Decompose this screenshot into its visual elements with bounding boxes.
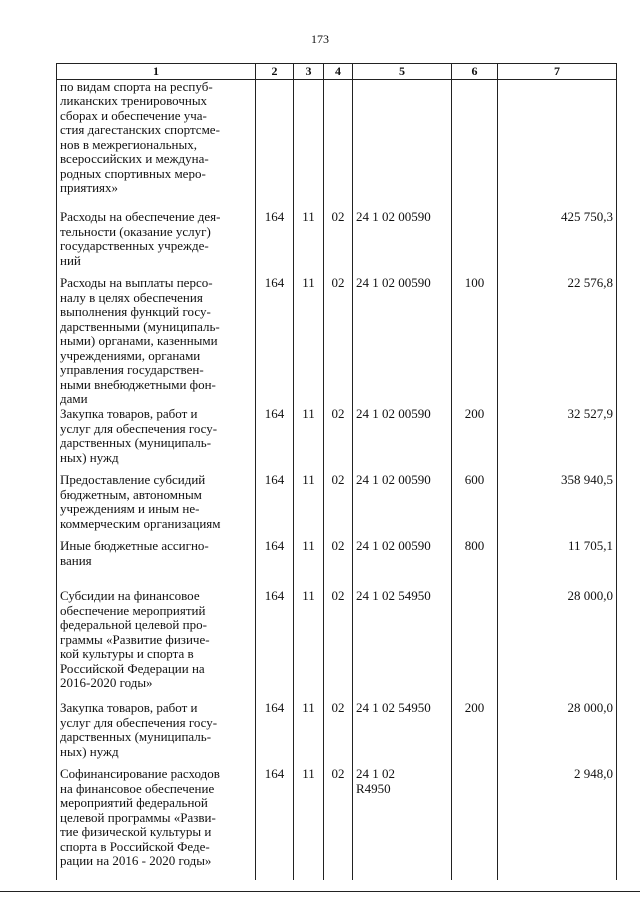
table-row: [57, 539, 617, 589]
row-subsection-cell: 02: [324, 210, 353, 276]
row-grbs-cell: 164: [256, 210, 294, 276]
row-grbs-cell: 164: [256, 701, 294, 767]
row-subsection-cell: 02: [324, 407, 353, 473]
row-grbs-cell: 164: [256, 276, 294, 407]
row-subsection-cell: 02: [324, 473, 353, 539]
row-target-article-cell: 24 1 02 00590: [353, 473, 452, 539]
row-amount-cell: 28 000,0: [498, 701, 617, 767]
row-expense-type-cell: 800: [452, 539, 498, 589]
row-expense-type-cell: [452, 79, 498, 210]
table-row: [57, 767, 617, 880]
table-row: [57, 210, 617, 276]
row-section-cell: 11: [294, 539, 324, 589]
row-amount-cell: 358 940,5: [498, 473, 617, 539]
row-name-cell: Иные бюджетные ассигно- вания: [57, 539, 256, 589]
column-header-subsection: 4: [324, 64, 353, 80]
column-header-expense-type: 6: [452, 64, 498, 80]
row-name-cell: Расходы на выплаты персо- налу в целях обеспечения выполнения функций госу- дарственными (муниципаль- ными) органами, казенными учреждениями, органами управления государствен- ными внебюджетными фон- дами: [57, 276, 256, 407]
row-amount-cell: 22 576,8: [498, 276, 617, 407]
row-section-cell: 11: [294, 589, 324, 701]
row-subsection-cell: 02: [324, 589, 353, 701]
row-expense-type-cell: [452, 767, 498, 880]
row-section-cell: 11: [294, 276, 324, 407]
row-name-cell: Расходы на обеспечение дея- тельности (оказание услуг) государственных учрежде- ний: [57, 210, 256, 276]
row-expense-type-cell: 100: [452, 276, 498, 407]
row-target-article-cell: 24 1 02 00590: [353, 407, 452, 473]
row-grbs-cell: 164: [256, 589, 294, 701]
row-target-article-cell: 24 1 02 00590: [353, 539, 452, 589]
row-grbs-cell: 164: [256, 407, 294, 473]
row-section-cell: 11: [294, 767, 324, 880]
row-name-cell: Закупка товаров, работ и услуг для обеспечения госу- дарственных (муниципаль- ных) нужд: [57, 701, 256, 767]
table-row: [57, 701, 617, 767]
row-target-article-cell: [353, 79, 452, 210]
column-header-grbs: 2: [256, 64, 294, 80]
table-row: [57, 79, 617, 210]
row-expense-type-cell: [452, 589, 498, 701]
row-target-article-cell: 24 1 02 00590: [353, 210, 452, 276]
row-name-cell: Закупка товаров, работ и услуг для обеспечения госу- дарственных (муниципаль- ных) нужд: [57, 407, 256, 473]
row-section-cell: 11: [294, 701, 324, 767]
row-expense-type-cell: 200: [452, 407, 498, 473]
row-section-cell: 11: [294, 407, 324, 473]
row-amount-cell: 11 705,1: [498, 539, 617, 589]
column-header-section: 3: [294, 64, 324, 80]
row-expense-type-cell: 600: [452, 473, 498, 539]
budget-table: [56, 63, 617, 880]
table-row: [57, 473, 617, 539]
bottom-rule: [0, 891, 640, 892]
row-subsection-cell: 02: [324, 701, 353, 767]
row-subsection-cell: 02: [324, 767, 353, 880]
row-grbs-cell: 164: [256, 767, 294, 880]
table-header-row: [57, 64, 617, 80]
row-subsection-cell: [324, 79, 353, 210]
column-header-amount: 7: [498, 64, 617, 80]
row-grbs-cell: 164: [256, 539, 294, 589]
row-amount-cell: 28 000,0: [498, 589, 617, 701]
page-number: 173: [311, 32, 329, 46]
table-row: [57, 276, 617, 407]
row-subsection-cell: 02: [324, 539, 353, 589]
row-expense-type-cell: [452, 210, 498, 276]
table-row: [57, 589, 617, 701]
row-target-article-cell: 24 1 02 54950: [353, 701, 452, 767]
row-name-cell: по видам спорта на респуб- ликанских тренировочных сборах и обеспечение уча- стия дагестанских спортсме- нов в межрегиональных, всероссийских и междуна- родных спортивных меро- приятиях»: [57, 79, 256, 210]
row-expense-type-cell: 200: [452, 701, 498, 767]
row-target-article-cell: 24 1 02 R4950: [353, 767, 452, 880]
row-name-cell: Субсидии на финансовое обеспечение мероприятий федеральной целевой про- граммы «Развитие физиче- кой культуры и спорта в Российской Федерации на 2016-2020 годы»: [57, 589, 256, 701]
row-amount-cell: 425 750,3: [498, 210, 617, 276]
row-name-cell: Предоставление субсидий бюджетным, автономным учреждениям и иным не- коммерческим организациям: [57, 473, 256, 539]
row-section-cell: 11: [294, 210, 324, 276]
column-header-name: 1: [57, 64, 256, 80]
row-amount-cell: 32 527,9: [498, 407, 617, 473]
row-grbs-cell: [256, 79, 294, 210]
column-header-target-article: 5: [353, 64, 452, 80]
row-name-cell: Софинансирование расходов на финансовое обеспечение мероприятий федеральной целевой программы «Разви- тие физической культуры и спорта в Российской Феде- рации на 2016 - 2020 годы»: [57, 767, 256, 880]
row-amount-cell: [498, 79, 617, 210]
row-amount-cell: 2 948,0: [498, 767, 617, 880]
row-section-cell: [294, 79, 324, 210]
row-section-cell: 11: [294, 473, 324, 539]
table-row: [57, 407, 617, 473]
row-target-article-cell: 24 1 02 00590: [353, 276, 452, 407]
table-body: [57, 79, 617, 880]
row-grbs-cell: 164: [256, 473, 294, 539]
row-target-article-cell: 24 1 02 54950: [353, 589, 452, 701]
row-subsection-cell: 02: [324, 276, 353, 407]
